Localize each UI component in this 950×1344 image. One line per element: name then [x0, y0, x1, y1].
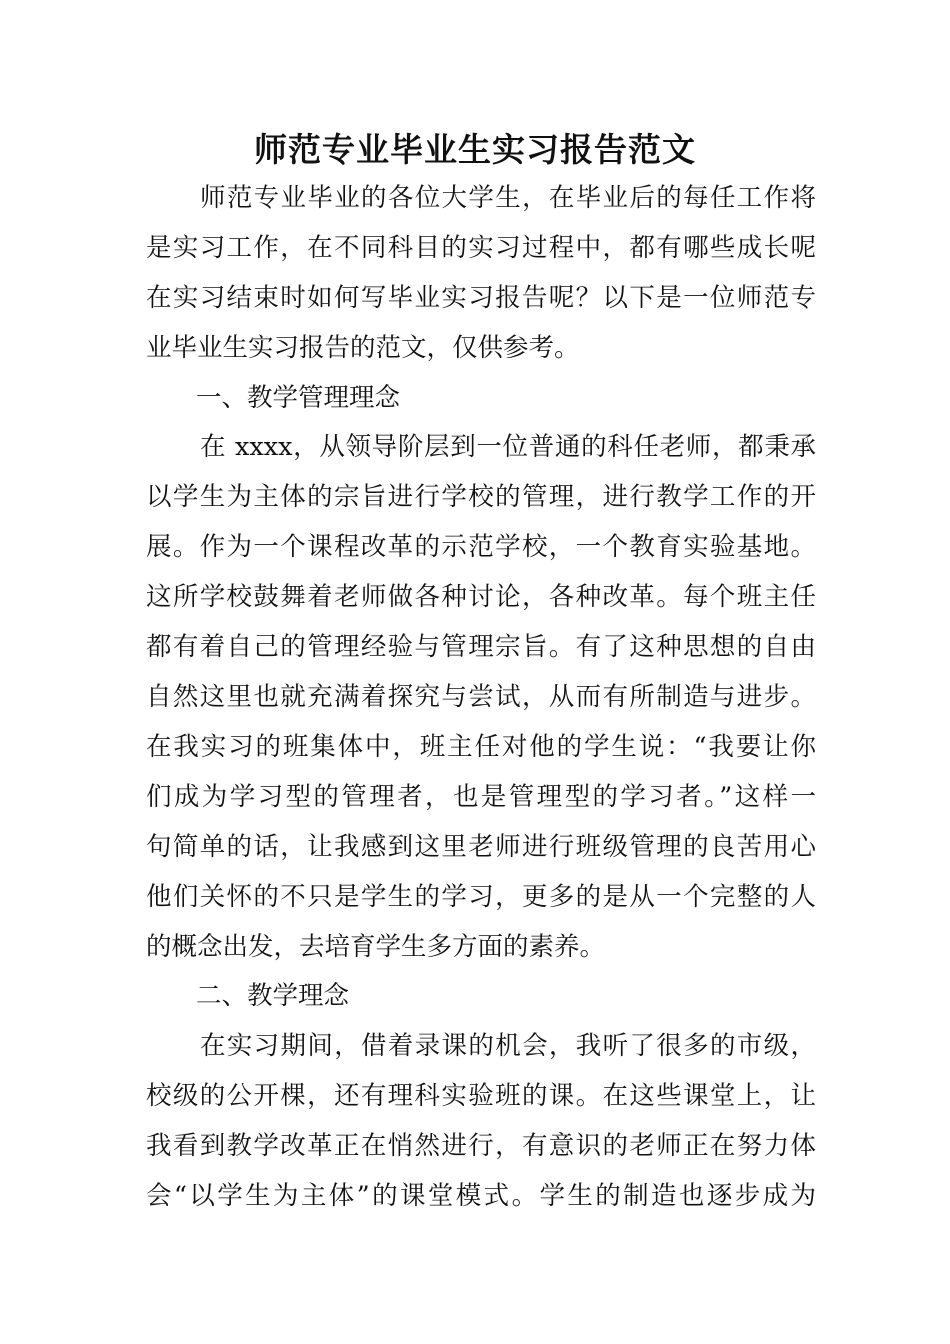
text-line: 在我实习的班集体中，班主任对他的学生说：“我要让你 — [146, 732, 816, 762]
text-line: 自然这里也就充满着探究与尝试，从而有所制造与进步。 — [146, 682, 816, 712]
text-line: 会“以学生为主体”的课堂模式。学生的制造也逐步成为 — [146, 1181, 816, 1211]
text-line: 我看到教学改革正在悄然进行，有意识的老师正在努力体 — [146, 1131, 816, 1161]
text-line: 展。作为一个课程改革的示范学校，一个教育实验基地。 — [146, 532, 816, 562]
text-line: 这所学校鼓舞着老师做各种讨论，各种改革。每个班主任 — [146, 582, 816, 612]
section-heading: 二、教学理念 — [196, 981, 350, 1011]
text-line: 的概念出发，去培育学生多方面的素养。 — [146, 932, 606, 962]
text-line: 在实习结束时如何写毕业实习报告呢？以下是一位师范专 — [146, 283, 816, 313]
text-line: 师范专业毕业的各位大学生，在毕业后的每任工作将 — [200, 183, 816, 213]
text-line: 业毕业生实习报告的范文，仅供参考。 — [146, 333, 580, 363]
text-line: 是实习工作，在不同科目的实习过程中，都有哪些成长呢 — [146, 233, 816, 263]
text-line: 在 xxxx，从领导阶层到一位普通的科任老师，都秉承 — [200, 432, 816, 462]
text-line: 句简单的话，让我感到这里老师进行班级管理的良苦用心 — [146, 832, 816, 862]
text-line: 们成为学习型的管理者，也是管理型的学习者。”这样一 — [146, 782, 816, 812]
section-heading: 一、教学管理理念 — [196, 383, 401, 413]
text-line: 以学生为主体的宗旨进行学校的管理，进行教学工作的开 — [146, 482, 816, 512]
text-line: 他们关怀的不只是学生的学习，更多的是从一个完整的人 — [146, 882, 816, 912]
text-line: 校级的公开棵，还有理科实验班的课。在这些课堂上，让 — [146, 1081, 816, 1111]
document-title: 师范专业毕业生实习报告范文 — [254, 130, 696, 169]
text-line: 在实习期间，借着录课的机会，我听了很多的市级， — [200, 1031, 816, 1061]
text-line: 都有着自己的管理经验与管理宗旨。有了这种思想的自由 — [146, 632, 816, 662]
